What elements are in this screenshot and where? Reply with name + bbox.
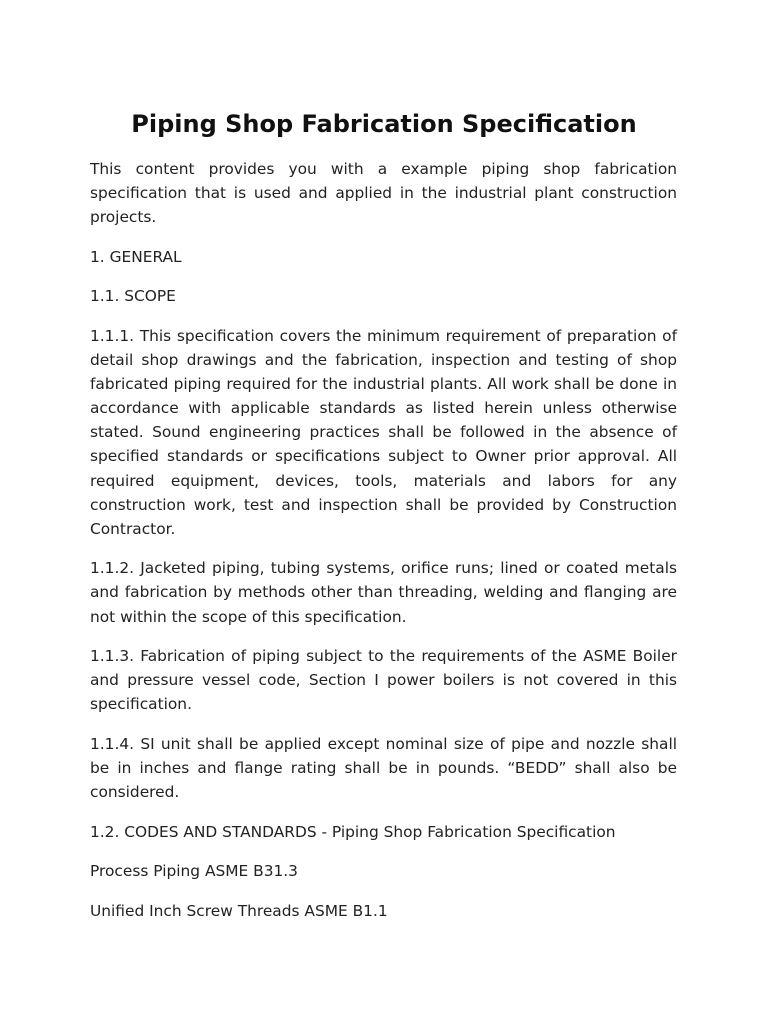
document-body	[90, 157, 677, 938]
section-heading-codes: 1.2. CODES AND STANDARDS - Piping Shop Fabrication Specification	[90, 822, 616, 841]
section-heading-general: 1. GENERAL	[90, 247, 182, 266]
paragraph-1-1-1: 1.1.1. This specification covers the minimum requirement of preparation of detail shop drawings and the fabrication, inspection and testing of shop fabricated piping required for the industrial plants. All work shall be done in accordance with applicable standards as listed herein unless otherwise stated. Sound engineering practices shall be followed in the absence of specified standards or specifications subject to Owner prior approval. All required equipment, devices, tools, materials and labors for any construction work, test and inspection shall be provided by Construction Contractor.	[90, 326, 677, 538]
intro-paragraph: This content provides you with a example piping shop fabrication specification that is used and applied in the industrial plant construction projects.	[90, 160, 677, 227]
paragraph-1-1-3: 1.1.3. Fabrication of piping subject to the requirements of the ASME Boiler and pressure vessel code, Section I power boilers is not covered in this specification.	[90, 647, 677, 714]
document-title: Piping Shop Fabrication Specification	[131, 110, 637, 138]
paragraph-1-1-4: 1.1.4. SI unit shall be applied except nominal size of pipe and nozzle shall be in inches and flange rating shall be in pounds. “BEDD” shall also be considered.	[90, 734, 677, 802]
standard-item: Unified Inch Screw Threads ASME B1.1	[90, 901, 388, 920]
standard-item: Process Piping ASME B31.3	[90, 862, 298, 881]
section-heading-scope: 1.1. SCOPE	[90, 287, 176, 306]
paragraph-1-1-2: 1.1.2. Jacketed piping, tubing systems, orifice runs; lined or coated metals and fabrication by methods other than threading, welding and flanging are not within the scope of this specification.	[90, 559, 677, 626]
